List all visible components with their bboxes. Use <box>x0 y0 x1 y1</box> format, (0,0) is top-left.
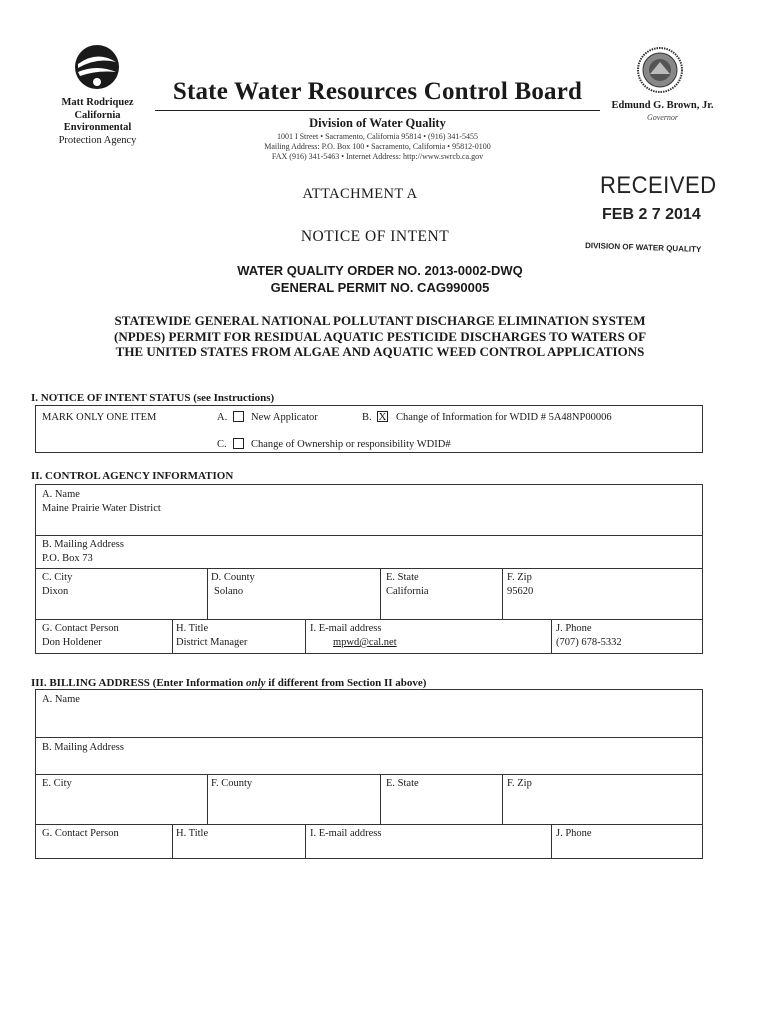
option-c-checkbox[interactable] <box>233 438 244 449</box>
row-divider <box>35 737 703 738</box>
county-label: D. County <box>211 572 255 583</box>
phone-label: J. Phone <box>556 623 592 634</box>
col-divider <box>172 824 173 859</box>
billing-mailing-label: B. Mailing Address <box>42 742 124 753</box>
contact-person-label: G. Contact Person <box>42 623 119 634</box>
col-divider <box>380 568 381 619</box>
header-rule <box>155 110 600 111</box>
order-number: WATER QUALITY ORDER NO. 2013-0002-DWQ <box>237 263 523 278</box>
city-value[interactable]: Dixon <box>42 586 69 597</box>
calepa-logo-icon <box>72 42 122 92</box>
agency-name-value[interactable]: Maine Prairie Water District <box>42 503 161 514</box>
zip-value[interactable]: 95620 <box>507 586 534 597</box>
option-a-label: New Applicator <box>251 412 318 423</box>
billing-name-label: A. Name <box>42 694 80 705</box>
billing-email-label: I. E-mail address <box>310 828 382 839</box>
mailing-address-label: B. Mailing Address <box>42 539 124 550</box>
notice-title: NOTICE OF INTENT <box>300 228 450 245</box>
col-divider <box>551 824 552 859</box>
billing-city-label: E. City <box>42 778 72 789</box>
option-a-letter: A. <box>217 412 228 423</box>
col-divider <box>551 619 552 654</box>
attachment-title: ATTACHMENT A <box>302 186 418 202</box>
received-stamp-division: DIVISION OF WATER QUALITY <box>584 240 702 255</box>
title-value[interactable]: District Manager <box>176 637 248 648</box>
phone-value[interactable]: (707) 678-5332 <box>556 637 622 648</box>
agency-line: Environmental <box>63 122 132 133</box>
col-divider <box>207 568 208 619</box>
permit-number: GENERAL PERMIT NO. CAG990005 <box>270 280 490 295</box>
col-divider <box>207 774 208 824</box>
row-divider <box>35 774 703 775</box>
row-divider <box>35 535 703 536</box>
col-divider <box>172 619 173 654</box>
col-divider <box>380 774 381 824</box>
address-line: Mailing Address: P.O. Box 100 • Sacramento, California • 95812-0100 <box>264 142 491 151</box>
row-divider <box>35 824 703 825</box>
permit-description-line: (NPDES) PERMIT FOR RESIDUAL AQUATIC PESTICIDE DISCHARGES TO WATERS OF <box>113 328 647 344</box>
agency-name-label: A. Name <box>42 489 80 500</box>
county-value[interactable]: Solano <box>214 586 244 597</box>
received-stamp-date: FEB 2 7 2014 <box>602 206 701 223</box>
board-title: State Water Resources Control Board <box>172 78 583 105</box>
billing-state-label: E. State <box>386 778 419 789</box>
title-label: H. Title <box>176 623 209 634</box>
zip-label: F. Zip <box>507 572 532 583</box>
email-value[interactable]: mpwd@cal.net <box>333 637 397 648</box>
section-2-heading: II. CONTROL AGENCY INFORMATION <box>31 470 234 482</box>
billing-title-label: H. Title <box>176 828 209 839</box>
state-label: E. State <box>386 572 419 583</box>
state-value[interactable]: California <box>386 586 429 597</box>
address-block <box>155 132 600 162</box>
received-stamp: RECEIVED <box>600 172 717 199</box>
permit-description <box>60 313 700 360</box>
state-seal-icon <box>636 46 684 94</box>
col-divider <box>305 619 306 654</box>
option-b-checkbox[interactable]: X <box>378 411 387 423</box>
governor-name: Edmund G. Brown, Jr. <box>611 100 714 111</box>
governor-title: Governor <box>646 113 679 122</box>
agency-line: California <box>74 109 121 121</box>
permit-description-line: THE UNITED STATES FROM ALGAE AND AQUATIC WEED CONTROL APPLICATIONS <box>115 344 645 359</box>
option-c-label: Change of Ownership or responsibility WDID# <box>251 439 451 450</box>
billing-phone-label: J. Phone <box>556 828 592 839</box>
row-divider <box>35 619 703 620</box>
contact-person-value[interactable]: Don Holdener <box>42 637 102 648</box>
secretary-name: Matt Rodriquez <box>61 97 134 108</box>
left-agency-block <box>40 97 155 147</box>
billing-county-label: F. County <box>211 778 253 789</box>
option-b-label: Change of Information for WDID # 5A48NP00006 <box>396 412 612 423</box>
permit-description-line: STATEWIDE GENERAL NATIONAL POLLUTANT DISCHARGE ELIMINATION SYSTEM <box>114 313 646 328</box>
mailing-address-value[interactable]: P.O. Box 73 <box>42 553 93 564</box>
division-name: Division of Water Quality <box>309 116 446 130</box>
address-line: 1001 I Street • Sacramento, California 95814 • (916) 341-5455 <box>276 132 479 141</box>
billing-zip-label: F. Zip <box>507 778 532 789</box>
option-c-letter: C. <box>217 439 227 450</box>
option-a-checkbox[interactable] <box>233 411 244 422</box>
col-divider <box>305 824 306 859</box>
section-1-heading: I. NOTICE OF INTENT STATUS (see Instructions) <box>31 392 275 404</box>
agency-line: Protection Agency <box>58 134 137 146</box>
col-divider <box>502 774 503 824</box>
address-line: FAX (916) 341-5463 • Internet Address: http://www.swrcb.ca.gov <box>271 152 484 161</box>
row-divider <box>35 568 703 569</box>
option-b-letter: B. <box>362 412 372 423</box>
billing-contact-label: G. Contact Person <box>42 828 119 839</box>
col-divider <box>502 568 503 619</box>
mark-one-label: MARK ONLY ONE ITEM <box>42 412 157 423</box>
section-3-heading: III. BILLING ADDRESS (Enter Information only if different from Section II above) <box>31 677 427 689</box>
city-label: C. City <box>42 572 73 583</box>
email-label: I. E-mail address <box>310 623 382 634</box>
